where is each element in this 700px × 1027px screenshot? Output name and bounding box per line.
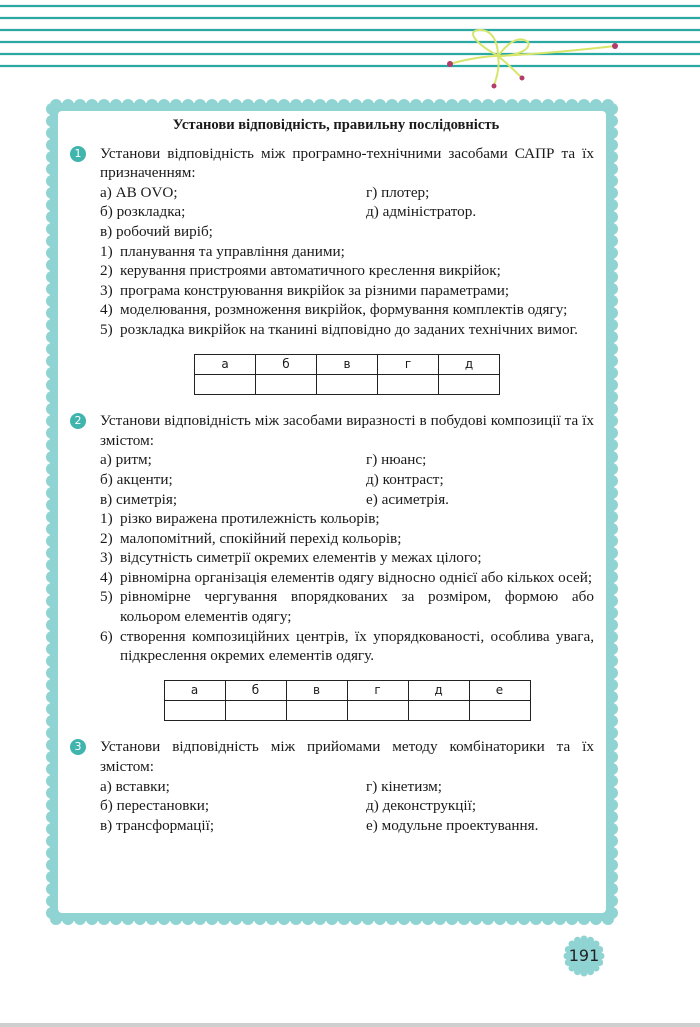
answer-cell[interactable] [439,375,500,395]
options-grid [100,450,594,509]
task-question: Установи відповідність між програмно-технічними засобами САПР та їх призначенням: [100,144,594,182]
list-item: 4) моделювання, розмноження викрійок, формування комплектів одягу; [100,301,568,319]
option: в) робочий виріб; [100,222,213,240]
option: а) ритм; [100,451,152,469]
table-header: д [439,354,500,375]
task-question: Установи відповідність між прийомами методу комбінаторики та їх змістом: [100,738,594,776]
answer-table [194,354,500,396]
answer-cell[interactable] [225,701,286,721]
answer-cell[interactable] [195,375,256,395]
answer-cell[interactable] [256,375,317,395]
list-item: 1) планування та управління даними; [100,242,345,260]
option: д) контраст; [366,470,444,488]
list-item: 5) рівномірне чергування впорядкованих за розміром, формою або кольором елементів одягу; [100,588,594,626]
answer-cell[interactable] [317,375,378,395]
option: б) розкладка; [100,203,186,221]
table-header: б [225,680,286,701]
task-1 [74,144,594,396]
task-number-badge: 1 [70,146,86,162]
exercise-content [74,116,594,835]
list-item: 2) малопомітний, спокійний перехід кольорів; [100,529,402,547]
option: е) асиметрія. [366,490,449,508]
option: в) трансформації; [100,816,215,834]
task-2 [74,411,594,721]
table-header: е [469,680,530,701]
answer-cell[interactable] [469,701,530,721]
answer-list [100,242,594,340]
list-item: 5) розкладка викрійок на тканині відповідно до заданих технічних вимог. [100,320,578,338]
table-header: в [286,680,347,701]
option: а) AB OVO; [100,183,178,201]
option: д) деконструкції; [366,797,477,815]
options-left [100,777,366,836]
list-item: 2) керування пристроями автоматичного креслення викрійок; [100,262,501,280]
task-number-badge: 2 [70,413,86,429]
answer-cell[interactable] [408,701,469,721]
option: в) симетрія; [100,490,178,508]
task-number-badge: 3 [70,739,86,755]
answer-cell[interactable] [378,375,439,395]
answer-cell[interactable] [164,701,225,721]
option: е) модульне проектування. [366,816,539,834]
option: д) адміністратор. [366,203,477,221]
option: г) кінетизм; [366,777,442,795]
option: б) перестановки; [100,797,210,815]
options-grid [100,183,594,242]
option: б) акценти; [100,470,173,488]
options-right [366,777,596,836]
table-header: б [256,354,317,375]
option: а) вставки; [100,777,170,795]
option: г) нюанс; [366,451,427,469]
list-item: 1) різко виражена протилежність кольорів; [100,510,380,528]
task-3 [74,737,594,835]
options-right [366,183,596,242]
list-item: 6) створення композиційних центрів, їх упорядкованості, особлива увага, підкреслення окремих елементів одягу. [100,627,594,665]
table-header: г [347,680,408,701]
page-bottom-edge [0,1023,700,1027]
table-header: а [195,354,256,375]
option: г) плотер; [366,183,430,201]
section-title: Установи відповідність, правильну послідовність [172,117,500,133]
options-right [366,450,596,509]
table-header: а [164,680,225,701]
answer-cell[interactable] [347,701,408,721]
list-item: 4) рівномірна організація елементів одягу відносно однієї або кількох осей; [100,568,593,586]
page-number: 191 [568,946,600,965]
answer-cell[interactable] [286,701,347,721]
table-header: д [408,680,469,701]
list-item: 3) відсутність симетрії окремих елементів у межах цілого; [100,549,482,567]
options-left [100,450,366,509]
answer-list [100,509,594,666]
table-header: г [378,354,439,375]
list-item: 3) програма конструювання викрійок за різними параметрами; [100,281,510,299]
task-question: Установи відповідність між засобами виразності в побудові композиції та їх змістом: [100,412,594,449]
table-header: в [317,354,378,375]
answer-table [164,680,531,722]
options-left [100,183,366,242]
options-grid [100,777,594,836]
